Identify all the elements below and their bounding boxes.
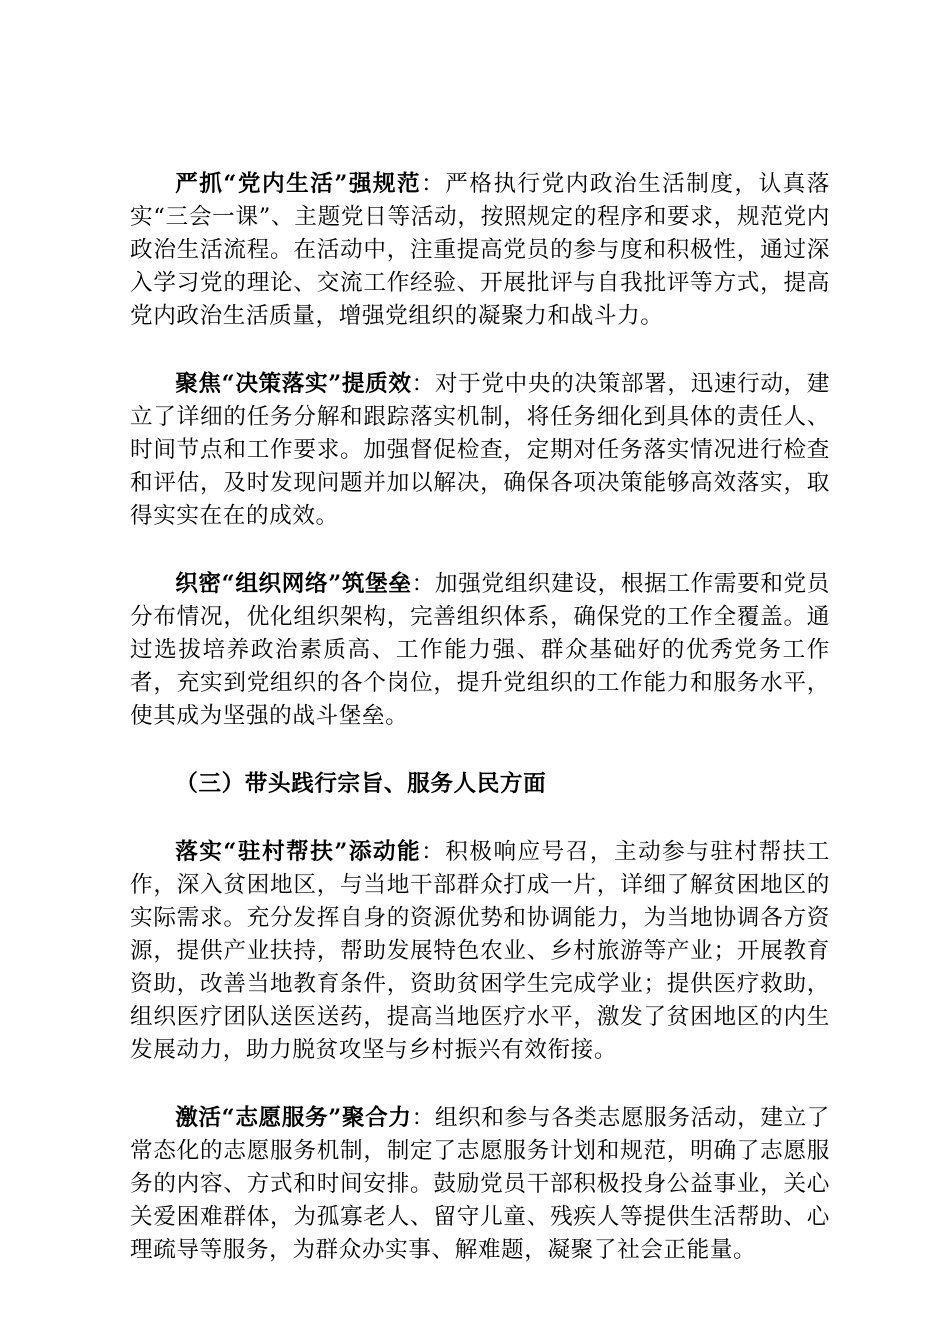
paragraph-lead: 聚焦“决策落实”提质效 bbox=[175, 371, 412, 397]
paragraph-lead: 落实“驻村帮扶”添动能 bbox=[175, 839, 422, 865]
paragraph-lead: 激活“志愿服务”聚合力 bbox=[175, 1105, 412, 1131]
paragraph-organization-network bbox=[130, 568, 830, 733]
paragraph-volunteer-service bbox=[130, 1102, 830, 1267]
paragraph-body: ：严格执行党内政治生活制度，认真落实“三会一课”、主题党日等活动，按照规定的程序和要求，规范党内政治生活流程。在活动中，注重提高党员的参与度和积极性，通过深入学习党的理论、交流工作经验、开展批评与自我批评等方式，提高党内政治生活质量，增强党组织的凝聚力和战斗力。 bbox=[130, 171, 830, 329]
paragraph-body: ：加强党组织建设，根据工作需要和党员分布情况，优化组织架构，完善组织体系，确保党的工作全覆盖。通过选拔培养政治素质高、工作能力强、群众基础好的优秀党务工作者，充实到党组织的各个岗位，提升党组织的工作能力和服务水平，使其成为坚强的战斗堡垒。 bbox=[130, 571, 830, 729]
paragraph-lead: 织密“组织网络”筑堡垒 bbox=[175, 571, 412, 597]
paragraph-village-assistance bbox=[130, 836, 830, 1067]
paragraph-decision-implementation bbox=[130, 368, 830, 533]
paragraph-body: ：组织和参与各类志愿服务活动，建立了常态化的志愿服务机制，制定了志愿服务计划和规范，明确了志愿服务的内容、方式和时间安排。鼓励党员干部积极投身公益事业，关心关爱困难群体，为孤寡老人、留守儿童、残疾人等提供生活帮助、心理疏导等服务，为群众办实事、解难题，凝聚了社会正能量。 bbox=[130, 1105, 830, 1263]
paragraph-body: ：积极响应号召，主动参与驻村帮扶工作，深入贫困地区，与当地干部群众打成一片，详细了解贫困地区的实际需求。充分发挥自身的资源优势和协调能力，为当地协调各方资源，提供产业扶持，帮助发展特色农业、乡村旅游等产业；开展教育资助，改善当地教育条件，资助贫困学生完成学业；提供医疗救助，组织医疗团队送医送药，提高当地医疗水平，激发了贫困地区的内生发展动力，助力脱贫攻坚与乡村振兴有效衔接。 bbox=[130, 839, 830, 1063]
section-heading: （三）带头践行宗旨、服务人民方面 bbox=[175, 771, 547, 797]
paragraph-party-life bbox=[130, 168, 830, 333]
document-page bbox=[130, 168, 830, 1302]
paragraph-lead: 严抓“党内生活”强规范 bbox=[175, 171, 422, 197]
paragraph-body: ：对于党中央的决策部署，迅速行动，建立了详细的任务分解和跟踪落实机制，将任务细化到具体的责任人、时间节点和工作要求。加强督促检查，定期对任务落实情况进行检查和评估，及时发现问题并加以解决，确保各项决策能够高效落实，取得实实在在的成效。 bbox=[130, 371, 830, 529]
